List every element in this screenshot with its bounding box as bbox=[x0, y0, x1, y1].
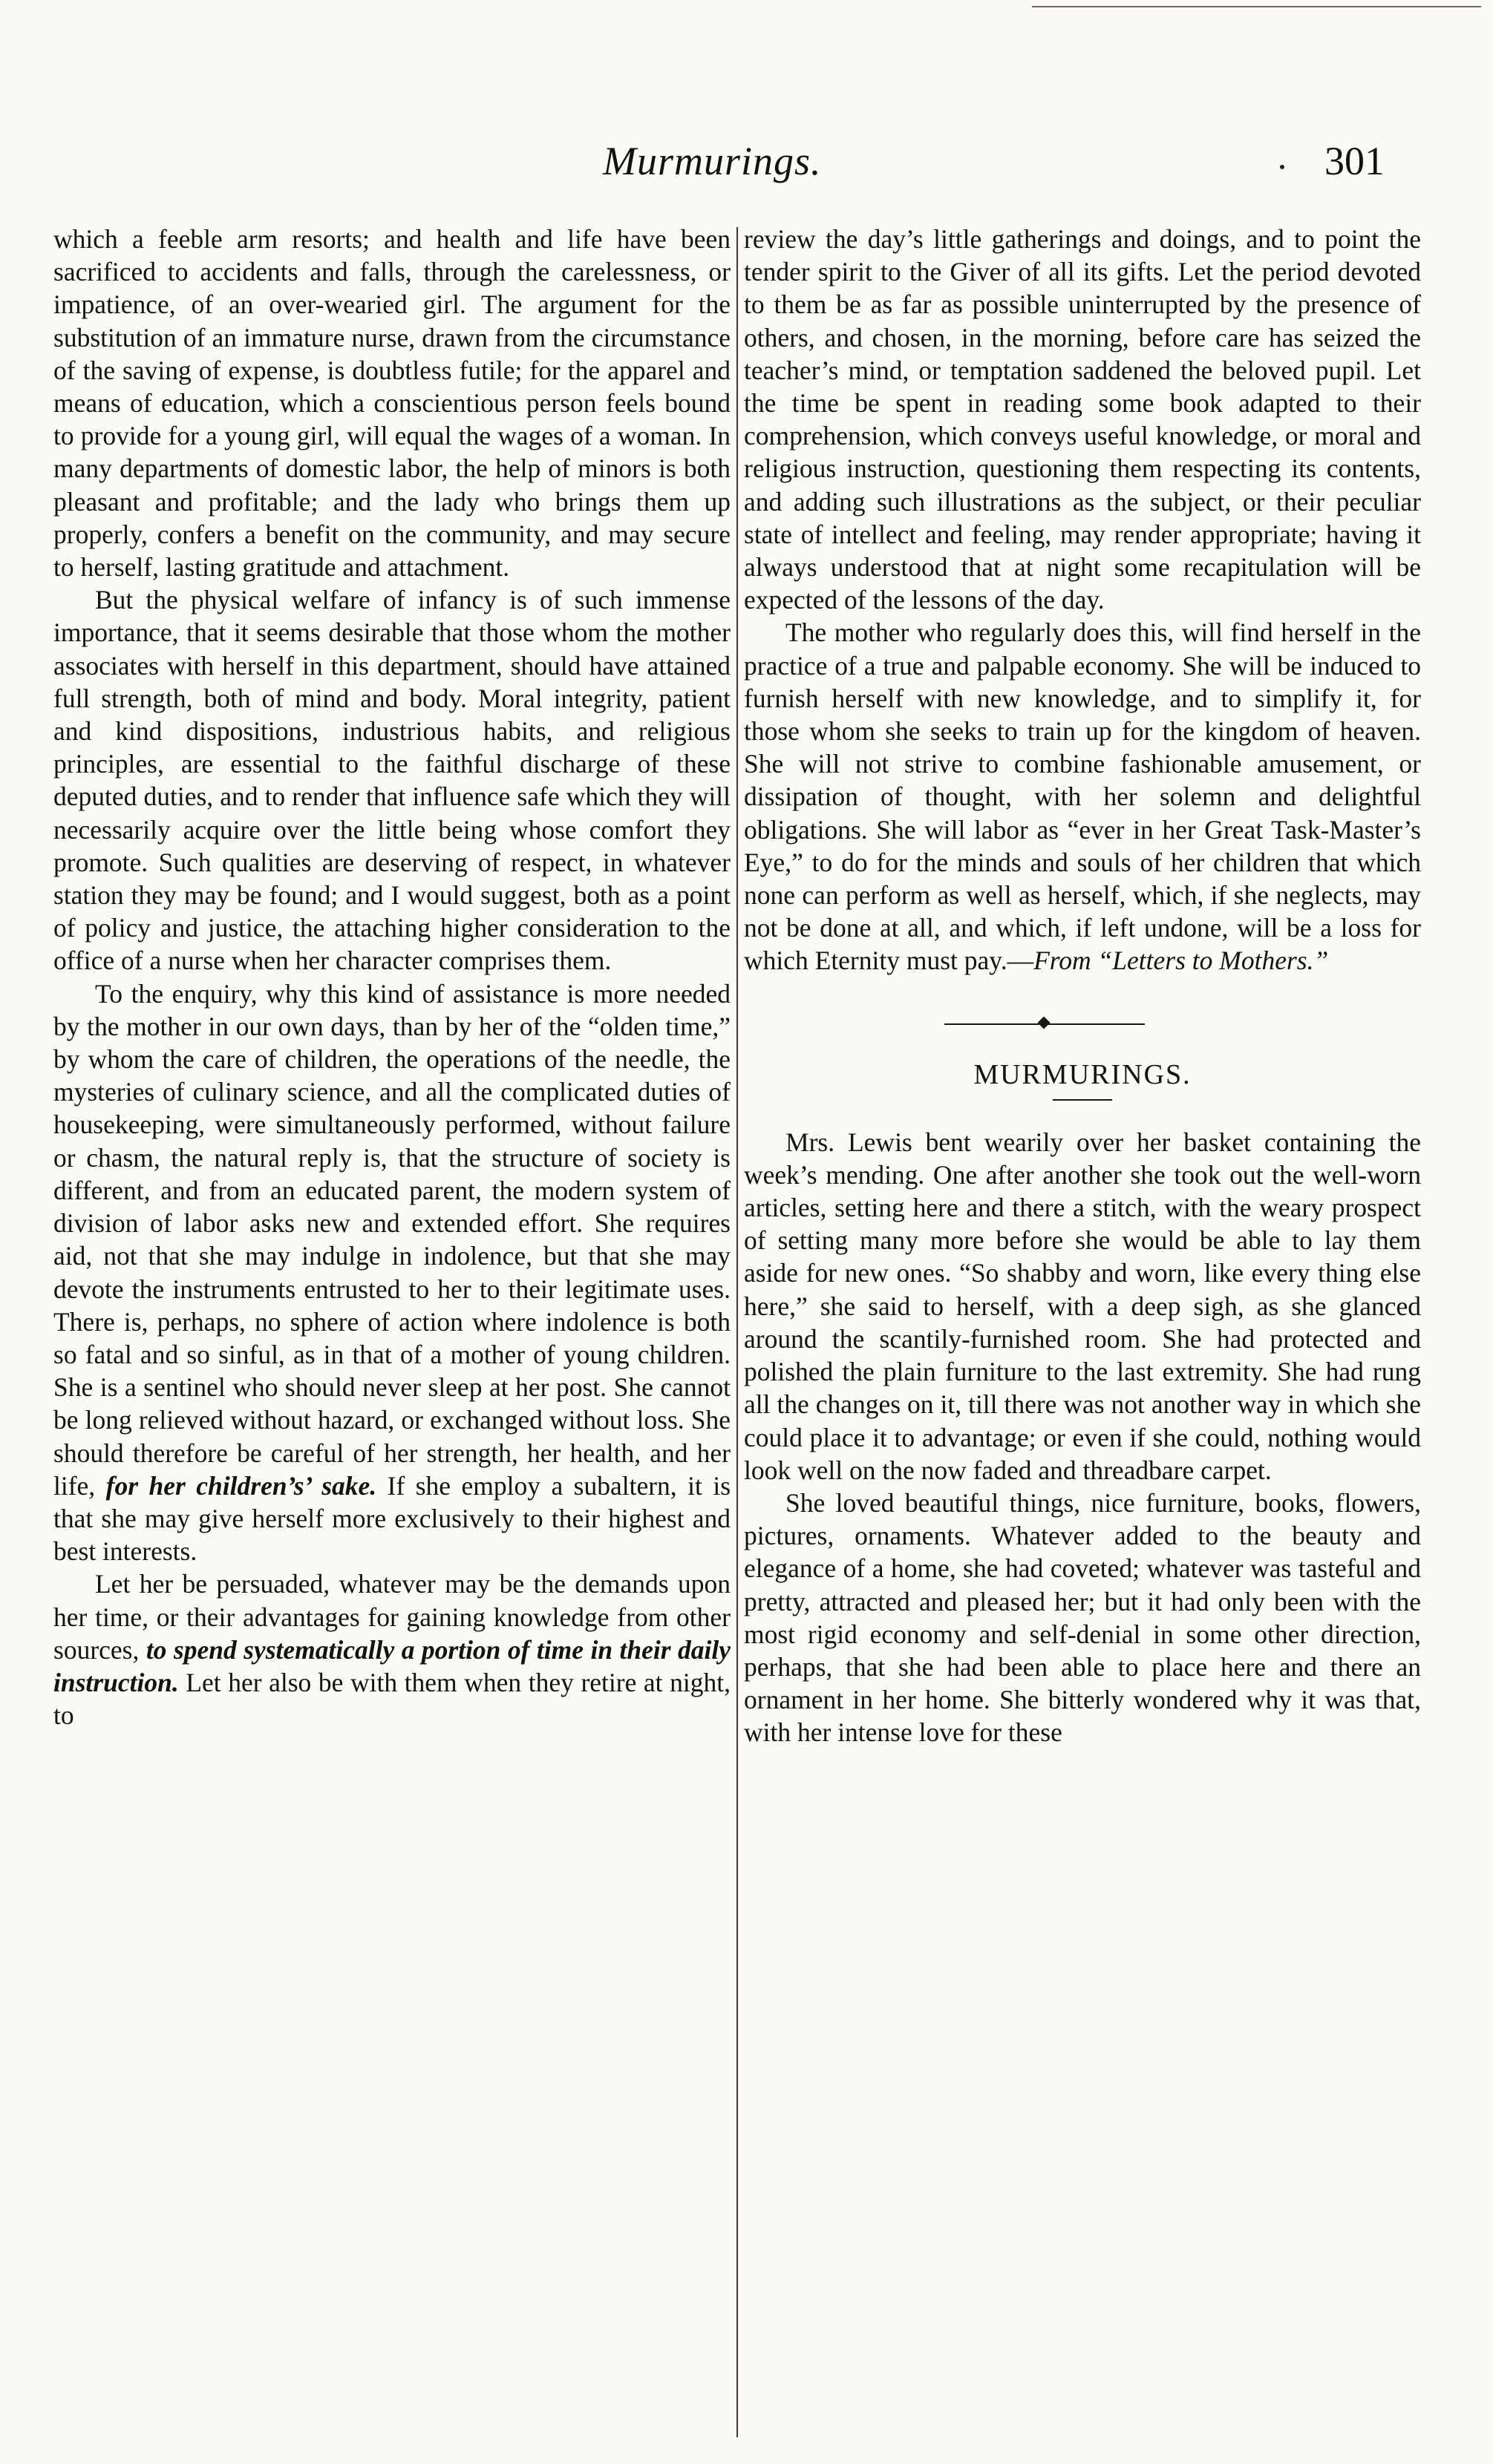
separator-ornament bbox=[1038, 1016, 1051, 1029]
header-dot bbox=[1280, 165, 1284, 169]
section-separator bbox=[744, 1007, 1421, 1040]
paragraph bbox=[53, 977, 731, 1568]
running-title: Murmurings. bbox=[603, 139, 822, 183]
paragraph: review the day’s little gatherings and doings, and to point the tender spirit to the Giver of all its gifts. Let the period devoted to them be as far as possible uninterrupted by the presence of others, and chosen, in the morning, before care has seized the teacher’s mind, or temptation saddened the beloved pupil. Let the time be spent in reading some book adapted to their comprehension, which conveys useful knowledge, or moral and religious instruction, questioning them respecting its contents, and adding such illustrations as the subject, or their peculiar state of intellect and feeling, may render appropriate; having it always understood that at night some recapitulation will be expected of the lessons of the day. bbox=[744, 224, 1421, 615]
paragraph-text: Let her also be with them when they retire at night, to bbox=[53, 1667, 731, 1731]
paragraph: She loved beautiful things, nice furniture, books, flowers, pictures, ornaments. Whatever added to the beauty and elegance of a home, she had coveted; whatever was tasteful and pretty, attracted and pleased her; but it had only been with the most rigid economy and self-denial in some other direction, perhaps, that she had been able to place here and there an ornament in her home. She bitterly wondered why it was that, with her intense love for these bbox=[744, 1487, 1421, 1748]
right-column bbox=[744, 223, 1421, 1749]
paragraph: Mrs. Lewis bent wearily over her basket containing the week’s mending. One after another she took out the well-worn articles, setting here and there a stitch, with the weary prospect of setting many more before she would be able to lay them aside for new ones. “So shabby and worn, like every thing else here,” she said to herself, with a deep sigh, as she glanced around the scantily-furnished room. She had protected and polished the plain furniture to the last extremity. She had rung all the changes on it, till there was not another way in which she could place it to advantage; or even if she could, nothing would look well on the now faded and threadbare carpet. bbox=[744, 1127, 1421, 1485]
emphasis: for her children’s’ sake. bbox=[105, 1470, 377, 1501]
column-divider bbox=[736, 227, 738, 2437]
article-title: MURMURINGS. bbox=[973, 1058, 1192, 1090]
paragraph-text: To the enquiry, why this kind of assistance is more needed by the mother in our own days, than by her of the “olden time,” by whom the care of children, the operations of the needle, the mysteries of culinary science, and all the complicated duties of housekeeping, were simultaneously performed, without failure or chasm, the natural reply is, that the structure of society is different, and from an educated parent, the modern system of division of labor asks new and extended effort. She requires aid, not that she may indulge in indolence, but that she may devote the instruments entrusted to her to their legitimate uses. There is, perhaps, no sphere of action where indolence is both so fatal and so sinful, as in that of a mother of young children. She is a sentinel who should never sleep at her post. She cannot be long relieved without hazard, or exchanged without loss. She should therefore be careful of her strength, her health, and her life, bbox=[53, 978, 731, 1501]
page-number: 301 bbox=[1324, 139, 1385, 183]
top-rule bbox=[1032, 6, 1481, 7]
paragraph: which a feeble arm resorts; and health and life have been sacrificed to accidents and falls, through the carelessness, or impatience, of an over-wearied girl. The argument for the substitution of an immature nurse, drawn from the circumstance of the saving of expense, is doubtless futile; for the apparel and means of education, which a conscientious person feels bound to provide for a young girl, will equal the wages of a woman. In many departments of domestic labor, the help of minors is both pleasant and profitable; and the lady who brings them up properly, confers a benefit on the community, and may secure to herself, lasting gratitude and attachment. bbox=[53, 224, 731, 583]
paragraph bbox=[53, 1567, 731, 1731]
paragraph-text: Let her be persuaded, whatever may be the demands upon her time, or their advantages for gaining knowledge from other sources, bbox=[53, 1569, 731, 1665]
paragraph: But the physical welfare of infancy is of such immense importance, that it seems desirable that those whom the mother associates with herself in this department, should have attained full strength, both of mind and body. Moral integrity, patient and kind dispositions, industrious habits, and religious principles, are essential to the faithful discharge of these deputed duties, and to render that influence safe which they will necessarily acquire over the little being whose comfort they promote. Such qualities are deserving of respect, in whatever station they may be found; and I would suggest, both as a point of policy and justice, the attaching higher consideration to the office of a nurse when her character comprises them. bbox=[53, 585, 731, 976]
emphasis: to spend systematically a portion of time in their daily instruction. bbox=[53, 1634, 731, 1697]
paragraph bbox=[744, 616, 1421, 977]
page-header bbox=[0, 138, 1493, 197]
paragraph-text: If she employ a subaltern, it is that she may give herself more exclusively to their highest and best interests. bbox=[53, 1470, 731, 1567]
title-rule bbox=[1053, 1099, 1112, 1101]
source-citation: From “Letters to Mothers.” bbox=[1033, 946, 1329, 976]
left-column bbox=[53, 223, 731, 1731]
paragraph-text: The mother who regularly does this, will find herself in the practice of a true and palpable economy. She will be induced to furnish herself with new knowledge, and to simplify it, for those whom she seeks to train up for the kingdom of heaven. She will not strive to combine fashionable amusement, or dissipation of thought, with her solemn and delightful obligations. She will labor as “ever in her Great Task-Master’s Eye,” to do for the minds and souls of her children that which none can perform as well as herself, which, if she neglects, may not be done at all, and which, if left undone, will be a loss for which Eternity must pay.— bbox=[744, 617, 1421, 976]
